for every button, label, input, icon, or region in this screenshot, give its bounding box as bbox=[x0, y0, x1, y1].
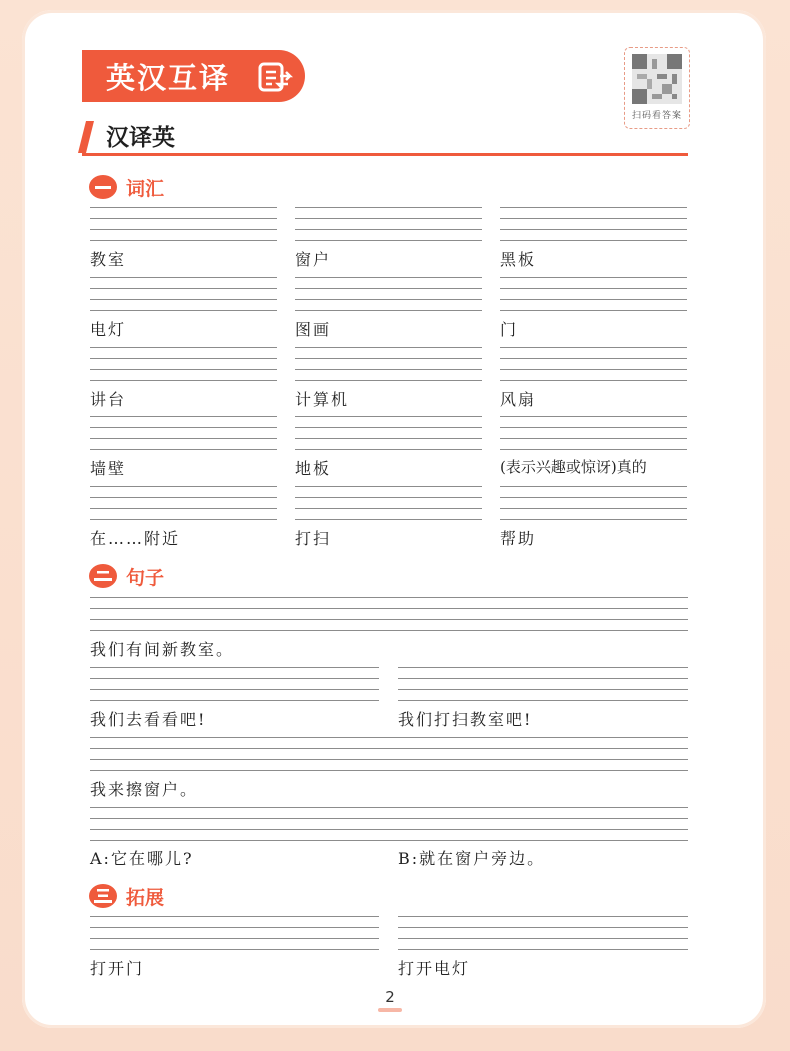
sentence-writing-line[interactable] bbox=[90, 840, 688, 841]
vocab-writing-line[interactable] bbox=[295, 508, 482, 509]
section-number-badge bbox=[88, 883, 118, 909]
vocab-writing-line[interactable] bbox=[500, 438, 687, 439]
vocab-writing-line[interactable] bbox=[500, 277, 687, 278]
sentence-label: A:它在哪儿? bbox=[90, 849, 194, 868]
sentence-writing-line[interactable] bbox=[90, 619, 688, 620]
vocab-writing-line[interactable] bbox=[295, 240, 482, 241]
expand-writing-line[interactable] bbox=[398, 949, 688, 950]
sentence-writing-line[interactable] bbox=[90, 689, 379, 690]
sentence-writing-line[interactable] bbox=[90, 759, 688, 760]
notebook-arrow-icon bbox=[258, 62, 294, 92]
vocab-writing-line[interactable] bbox=[90, 438, 277, 439]
vocab-writing-line[interactable] bbox=[500, 347, 687, 348]
vocab-writing-line[interactable] bbox=[500, 299, 687, 300]
vocab-writing-line[interactable] bbox=[500, 486, 687, 487]
vocab-writing-line[interactable] bbox=[295, 207, 482, 208]
expand-writing-line[interactable] bbox=[398, 938, 688, 939]
section-sentences-label: 句子 bbox=[126, 566, 165, 589]
vocab-label: 电灯 bbox=[90, 320, 127, 339]
vocab-writing-line[interactable] bbox=[295, 369, 482, 370]
sentence-writing-line[interactable] bbox=[398, 667, 688, 668]
vocab-label: 打扫 bbox=[295, 529, 332, 548]
sentence-writing-line[interactable] bbox=[90, 608, 688, 609]
vocab-label: 图画 bbox=[295, 320, 332, 339]
sentence-writing-line[interactable] bbox=[90, 678, 379, 679]
expand-writing-line[interactable] bbox=[398, 916, 688, 917]
vocab-writing-line[interactable] bbox=[295, 497, 482, 498]
vocab-writing-line[interactable] bbox=[295, 347, 482, 348]
vocab-writing-line[interactable] bbox=[295, 486, 482, 487]
vocab-writing-line[interactable] bbox=[500, 240, 687, 241]
vocab-writing-line[interactable] bbox=[90, 229, 277, 230]
vocab-writing-line[interactable] bbox=[90, 299, 277, 300]
sentence-writing-line[interactable] bbox=[90, 818, 688, 819]
vocab-writing-line[interactable] bbox=[295, 277, 482, 278]
section-number-badge bbox=[88, 563, 118, 589]
sentence-writing-line[interactable] bbox=[90, 829, 688, 830]
expand-writing-line[interactable] bbox=[398, 927, 688, 928]
vocab-writing-line[interactable] bbox=[90, 380, 277, 381]
page-title: 英汉互译 bbox=[106, 60, 231, 95]
subtitle-bar bbox=[82, 117, 688, 156]
expand-label: 打开电灯 bbox=[398, 959, 471, 978]
vocab-writing-line[interactable] bbox=[295, 416, 482, 417]
sentence-writing-line[interactable] bbox=[90, 667, 379, 668]
vocab-label: (表示兴趣或惊讶)真的 bbox=[500, 458, 647, 476]
vocab-writing-line[interactable] bbox=[90, 497, 277, 498]
vocab-writing-line[interactable] bbox=[500, 288, 687, 289]
expand-writing-line[interactable] bbox=[90, 938, 379, 939]
vocab-writing-line[interactable] bbox=[90, 218, 277, 219]
sentence-writing-line[interactable] bbox=[398, 700, 688, 701]
sentence-writing-line[interactable] bbox=[90, 807, 688, 808]
vocab-writing-line[interactable] bbox=[500, 508, 687, 509]
sentence-label: 我来擦窗户。 bbox=[90, 780, 199, 799]
vocab-writing-line[interactable] bbox=[90, 508, 277, 509]
sentence-writing-line[interactable] bbox=[90, 770, 688, 771]
vocab-writing-line[interactable] bbox=[90, 369, 277, 370]
sentence-writing-line[interactable] bbox=[398, 689, 688, 690]
vocab-writing-line[interactable] bbox=[90, 427, 277, 428]
sentence-label: 我们打扫教室吧! bbox=[398, 710, 533, 729]
vocab-writing-line[interactable] bbox=[90, 347, 277, 348]
section-vocab-label: 词汇 bbox=[126, 177, 165, 200]
vocab-writing-line[interactable] bbox=[90, 416, 277, 417]
vocab-writing-line[interactable] bbox=[500, 218, 687, 219]
vocab-writing-line[interactable] bbox=[500, 449, 687, 450]
vocab-writing-line[interactable] bbox=[90, 207, 277, 208]
sentence-writing-line[interactable] bbox=[90, 737, 688, 738]
vocab-writing-line[interactable] bbox=[295, 288, 482, 289]
vocab-writing-line[interactable] bbox=[500, 427, 687, 428]
sentence-writing-line[interactable] bbox=[90, 597, 688, 598]
section-number-badge bbox=[88, 174, 118, 200]
vocab-writing-line[interactable] bbox=[90, 358, 277, 359]
vocab-writing-line[interactable] bbox=[90, 288, 277, 289]
vocab-label: 黑板 bbox=[500, 250, 537, 269]
expand-label: 打开门 bbox=[90, 959, 145, 978]
vocab-label: 地板 bbox=[295, 459, 332, 478]
vocab-writing-line[interactable] bbox=[500, 369, 687, 370]
sentence-label: B:就在窗户旁边。 bbox=[398, 849, 546, 868]
section-expand-label: 拓展 bbox=[126, 886, 165, 909]
sentence-writing-line[interactable] bbox=[398, 678, 688, 679]
expand-writing-line[interactable] bbox=[90, 927, 379, 928]
vocab-writing-line[interactable] bbox=[90, 277, 277, 278]
sentence-label: 我们去看看吧! bbox=[90, 710, 207, 729]
sentence-writing-line[interactable] bbox=[90, 748, 688, 749]
vocab-writing-line[interactable] bbox=[500, 229, 687, 230]
vocab-writing-line[interactable] bbox=[500, 497, 687, 498]
vocab-writing-line[interactable] bbox=[500, 310, 687, 311]
vocab-writing-line[interactable] bbox=[295, 449, 482, 450]
vocab-label: 墙壁 bbox=[90, 459, 127, 478]
vocab-label: 计算机 bbox=[295, 390, 350, 409]
vocab-writing-line[interactable] bbox=[500, 519, 687, 520]
section-sentences-head bbox=[88, 563, 164, 589]
vocab-writing-line[interactable] bbox=[295, 380, 482, 381]
qr-caption: 扫码看答案 bbox=[631, 111, 682, 121]
vocab-writing-line[interactable] bbox=[500, 207, 687, 208]
sentence-writing-line[interactable] bbox=[90, 630, 688, 631]
expand-writing-line[interactable] bbox=[90, 916, 379, 917]
vocab-writing-line[interactable] bbox=[295, 218, 482, 219]
qr-code-icon bbox=[632, 54, 682, 104]
section-vocab-head bbox=[88, 174, 164, 200]
vocab-label: 教室 bbox=[90, 250, 127, 269]
vocab-label: 门 bbox=[500, 320, 519, 339]
vocab-label: 风扇 bbox=[500, 390, 537, 409]
subtitle: 汉译英 bbox=[106, 125, 175, 151]
vocab-writing-line[interactable] bbox=[295, 229, 482, 230]
section-expand-head bbox=[88, 883, 164, 909]
vocab-writing-line[interactable] bbox=[295, 299, 482, 300]
vocab-writing-line[interactable] bbox=[90, 449, 277, 450]
vocab-writing-line[interactable] bbox=[295, 358, 482, 359]
vocab-label: 讲台 bbox=[90, 390, 127, 409]
vocab-writing-line[interactable] bbox=[295, 519, 482, 520]
sentence-label: 我们有间新教室。 bbox=[90, 640, 235, 659]
vocab-writing-line[interactable] bbox=[90, 240, 277, 241]
vocab-writing-line[interactable] bbox=[90, 519, 277, 520]
vocab-writing-line[interactable] bbox=[500, 416, 687, 417]
sentence-writing-line[interactable] bbox=[90, 700, 379, 701]
vocab-writing-line[interactable] bbox=[500, 358, 687, 359]
vocab-writing-line[interactable] bbox=[295, 438, 482, 439]
vocab-writing-line[interactable] bbox=[295, 427, 482, 428]
vocab-label: 帮助 bbox=[500, 529, 537, 548]
expand-writing-line[interactable] bbox=[90, 949, 379, 950]
vocab-writing-line[interactable] bbox=[295, 310, 482, 311]
page-number-underline bbox=[378, 1008, 402, 1012]
vocab-writing-line[interactable] bbox=[90, 310, 277, 311]
vocab-label: 在……附近 bbox=[90, 529, 181, 548]
page-number: 2 bbox=[385, 988, 395, 1006]
vocab-writing-line[interactable] bbox=[90, 486, 277, 487]
vocab-label: 窗户 bbox=[295, 250, 332, 269]
vocab-writing-line[interactable] bbox=[500, 380, 687, 381]
